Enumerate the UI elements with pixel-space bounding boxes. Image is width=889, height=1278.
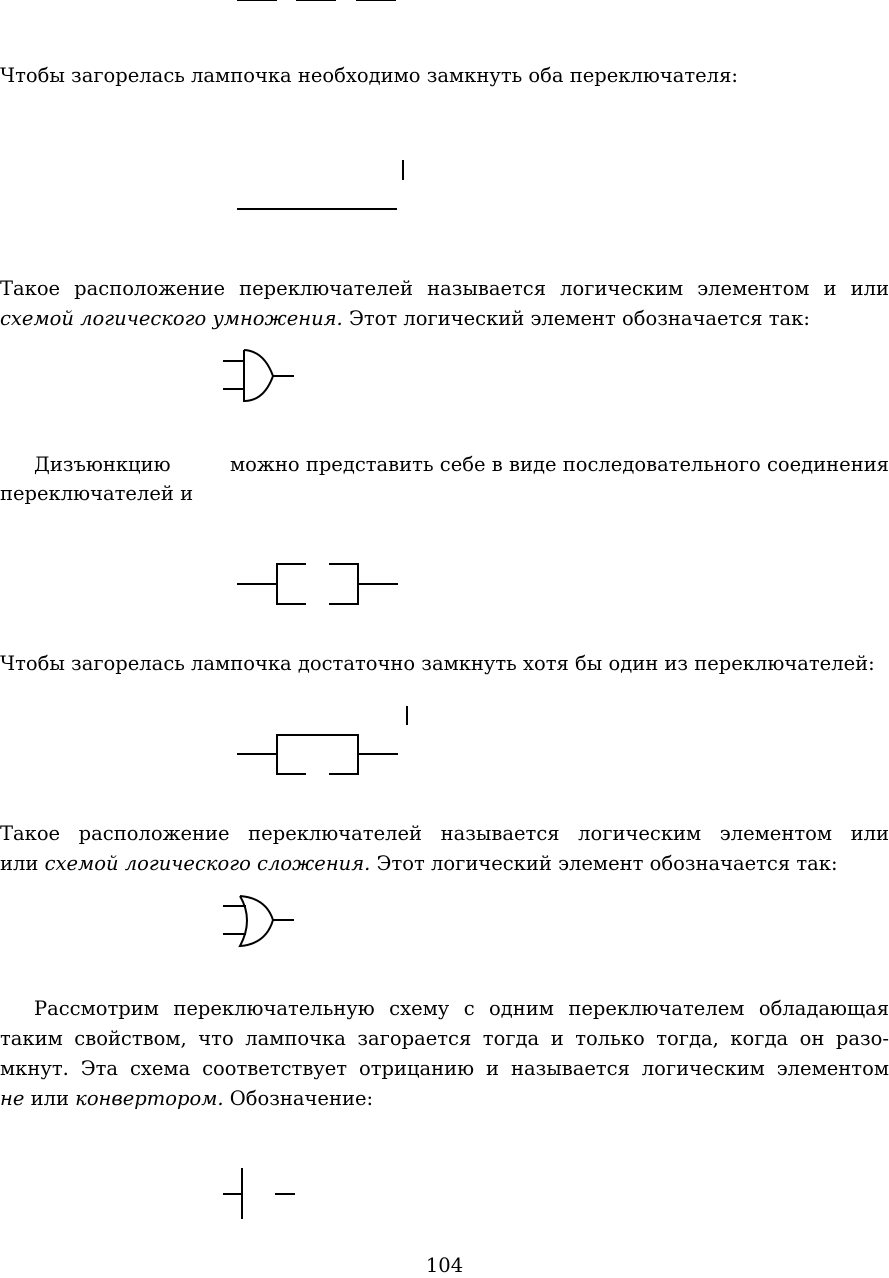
not-paragraph-line3: мкнут. Эта схема соответствует отрицанию и называется логическим элементом — [0, 1057, 889, 1080]
page-number: 104 — [425, 1254, 464, 1277]
and-term-italic: схемой логического умножения. — [0, 307, 343, 330]
or-paragraph-line2: переключателей и — [0, 482, 194, 505]
or-paragraph-line1-a: Дизъюнкцию — [34, 453, 171, 476]
or-paragraph-line1-b: можно представить себе в виде последовательного соединения — [230, 453, 889, 476]
not-paragraph-connector: или — [24, 1087, 76, 1110]
and-definition-line1: Такое расположение переключателей называется логическим элементом и или — [0, 277, 889, 300]
or-definition-prefix: или — [0, 852, 45, 875]
and-intro-text: Чтобы загорелась лампочка необходимо замкнуть оба переключателя: — [0, 64, 738, 87]
or-definition-line1: Такое расположение переключателей называется логическим элементом или — [0, 822, 889, 845]
or-intro-text: Чтобы загорелась лампочка достаточно замкнуть хотя бы один из переключателей: — [0, 652, 875, 675]
converter-term-italic: конвертором. — [75, 1087, 224, 1110]
or-term-italic: схемой логического сложения. — [44, 852, 371, 875]
not-paragraph-rest: Обозначение: — [223, 1087, 374, 1110]
not-term-italic: не — [0, 1087, 25, 1110]
not-paragraph-line2: таким свойством, что лампочка загорается тогда и только тогда, когда он разо- — [0, 1027, 889, 1050]
and-definition-rest: Этот логический элемент обозначается так: — [342, 307, 810, 330]
or-definition-rest: Этот логический элемент обозначается так: — [370, 852, 838, 875]
not-paragraph-line1: Рассмотрим переключательную схему с одним переключателем обладающая — [34, 997, 889, 1020]
